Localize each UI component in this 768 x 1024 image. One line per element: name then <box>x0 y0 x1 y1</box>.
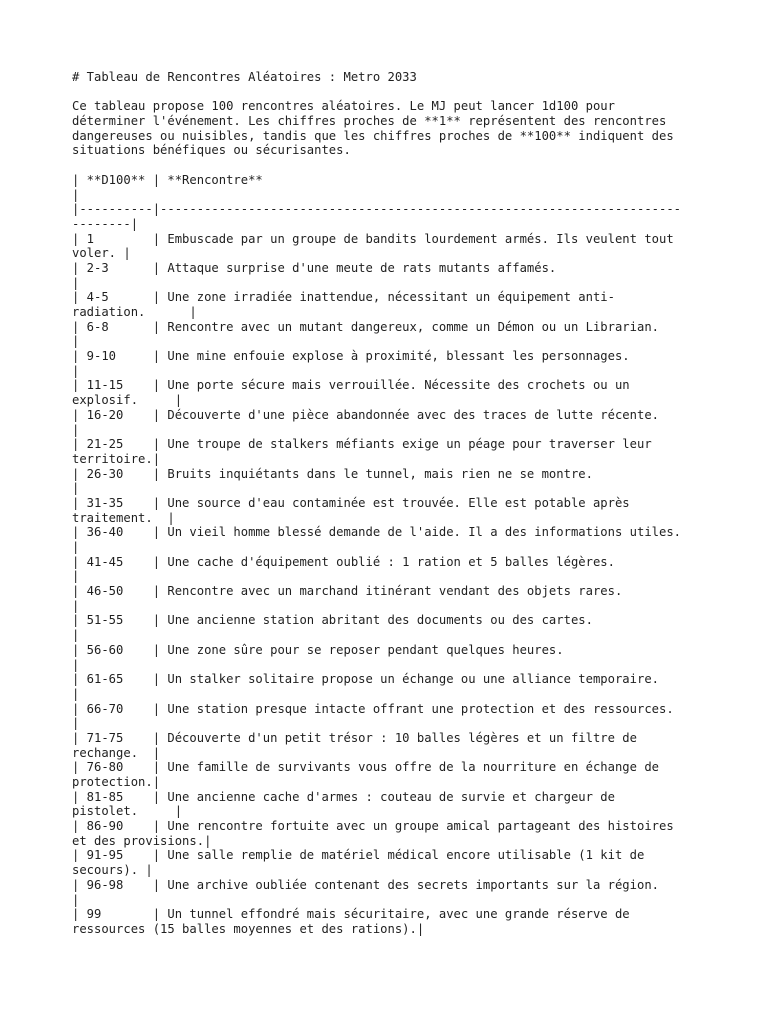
table-row: | 76-80 | Une famille de survivants vous offre de la nourriture en échange de <box>72 760 659 775</box>
table-row: | 21-25 | Une troupe de stalkers méfiants exige un péage pour traverser leur <box>72 437 652 452</box>
table-row: | <box>72 628 80 643</box>
table-row: secours). | <box>72 863 153 878</box>
intro-paragraph-line: dangereuses ou nuisibles, tandis que les chiffres proches de **100** indiquent des <box>72 128 674 143</box>
table-row: | 31-35 | Une source d'eau contaminée est trouvée. Elle est potable après <box>72 495 630 510</box>
intro-paragraph-line: situations bénéfiques ou sécurisantes. <box>72 143 351 158</box>
table-row: | 86-90 | Une rencontre fortuite avec un groupe amical partageant des histoires <box>72 819 674 834</box>
table-row: | <box>72 334 80 349</box>
table-row: et des provisions.| <box>72 833 212 848</box>
table-row: territoire.| <box>72 451 161 466</box>
table-row: explosif. | <box>72 393 183 408</box>
blank-line <box>72 158 702 173</box>
table-row: voler. | <box>72 246 131 261</box>
table-row <box>72 937 702 952</box>
table-row: | <box>72 275 80 290</box>
table-row: | <box>72 540 80 554</box>
table-row: | 71-75 | Découverte d'un petit trésor : 10 balles légères et un filtre de <box>72 730 637 745</box>
table-separator: |----------|----------------------------------------------------------------------- <box>72 202 682 217</box>
table-row: | 1 | Embuscade par un groupe de bandits lourdement armés. Ils veulent tout <box>72 231 674 246</box>
table-row: | 61-65 | Un stalker solitaire propose un échange ou une alliance temporaire. <box>72 672 659 687</box>
table-separator: --------| <box>72 216 139 231</box>
table-row: | 11-15 | Une porte sécure mais verrouillée. Nécessite des crochets ou un <box>72 378 630 393</box>
table-row: | <box>72 716 80 731</box>
table-row: | 81-85 | Une ancienne cache d'armes : couteau de survie et chargeur de <box>72 789 615 804</box>
table-row: | <box>72 481 80 496</box>
blank-line <box>72 85 702 100</box>
table-row: | 36-40 | Un vieil homme blessé demande de l'aide. Il a des informations utiles. <box>72 525 682 540</box>
document-page <box>72 70 702 951</box>
table-row: | 66-70 | Une station presque intacte offrant une protection et des ressources. <box>72 701 674 716</box>
table-header: | **D100** | **Rencontre** <box>72 172 263 187</box>
table-row: | 56-60 | Une zone sûre pour se reposer pendant quelques heures. <box>72 642 564 657</box>
table-row: | 4-5 | Une zone irradiée inattendue, nécessitant un équipement anti- <box>72 290 615 305</box>
table-row: | <box>72 892 80 907</box>
table-row: radiation. | <box>72 305 197 319</box>
table-header: | <box>72 187 80 202</box>
table-row: | <box>72 657 80 672</box>
table-row: pistolet. | <box>72 804 183 819</box>
table-row: | 46-50 | Rencontre avec un marchand itinérant vendant des objets rares. <box>72 584 623 599</box>
table-row: | 91-95 | Une salle remplie de matériel médical encore utilisable (1 kit de <box>72 848 645 863</box>
table-row: | <box>72 569 80 584</box>
document-title: # Tableau de Rencontres Aléatoires : Metro 2033 <box>72 70 417 84</box>
table-row: | 2-3 | Attaque surprise d'une meute de rats mutants affamés. <box>72 260 557 275</box>
table-row: | <box>72 686 80 701</box>
table-row: | 16-20 | Découverte d'une pièce abandonnée avec des traces de lutte récente. <box>72 407 659 422</box>
table-row: | 9-10 | Une mine enfouie explose à proximité, blessant les personnages. <box>72 349 630 364</box>
table-row: | <box>72 598 80 613</box>
intro-paragraph-line: déterminer l'événement. Les chiffres proches de **1** représentent des rencontres <box>72 114 667 129</box>
table-row: protection.| <box>72 775 161 789</box>
table-row: | 41-45 | Une cache d'équipement oublié : 1 ration et 5 balles légères. <box>72 554 615 569</box>
table-row: | 6-8 | Rencontre avec un mutant dangereux, comme un Démon ou un Librarian. <box>72 319 659 334</box>
table-row: | <box>72 422 80 437</box>
table-row: | 99 | Un tunnel effondré mais sécuritaire, avec une grande réserve de <box>72 907 630 922</box>
table-row: ressources (15 balles moyennes et des rations).| <box>72 921 425 936</box>
table-row: | 51-55 | Une ancienne station abritant des documents ou des cartes. <box>72 613 593 628</box>
intro-paragraph-line: Ce tableau propose 100 rencontres aléatoires. Le MJ peut lancer 1d100 pour <box>72 99 615 114</box>
table-row: | <box>72 363 80 378</box>
table-row: | 96-98 | Une archive oubliée contenant des secrets importants sur la région. <box>72 877 659 892</box>
table-row: traitement. | <box>72 510 175 525</box>
table-row: | 26-30 | Bruits inquiétants dans le tunnel, mais rien ne se montre. <box>72 466 593 481</box>
table-row: rechange. | <box>72 745 161 760</box>
